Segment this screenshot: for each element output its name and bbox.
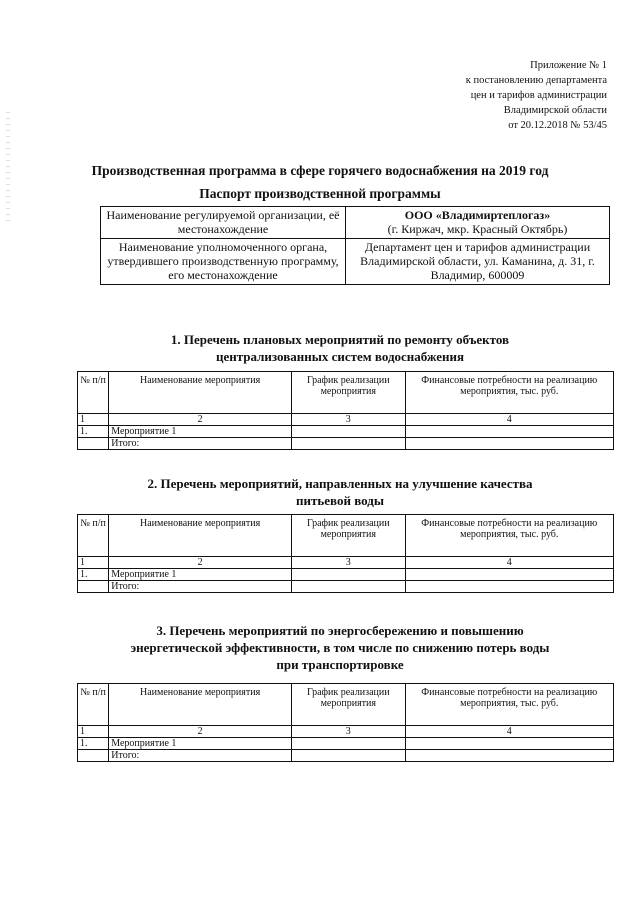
total-label: Итого:	[109, 581, 292, 593]
column-number: 2	[109, 414, 292, 426]
row-number: 1.	[78, 426, 109, 438]
column-number: 3	[292, 414, 406, 426]
table-header-row	[78, 684, 614, 726]
organization-address: (г. Киржач, мкр. Красный Октябрь)	[387, 222, 568, 236]
section-title-line: 3. Перечень мероприятий по энергосбережению и повышению	[156, 623, 524, 638]
table-row	[78, 569, 614, 581]
column-number: 2	[109, 726, 292, 738]
passport-label: Наименование уполномоченного органа, утвердившего производственную программу, его местонахождение	[101, 239, 346, 285]
organization-name: ООО «Владимиртеплогаз»	[404, 208, 551, 222]
empty-cell	[405, 750, 613, 762]
total-row	[78, 581, 614, 593]
section-3-title	[60, 622, 620, 673]
table-header-row	[78, 372, 614, 414]
header-name: Наименование мероприятия	[109, 684, 292, 726]
section-2-table	[77, 514, 614, 593]
column-number-row	[78, 414, 614, 426]
header-finance: Финансовые потребности на реализацию мероприятия, тыс. руб.	[405, 372, 613, 414]
empty-cell	[78, 438, 109, 450]
section-title-line: энергетической эффективности, в том числе по снижению потерь воды	[130, 640, 550, 655]
event-name: Мероприятие 1	[109, 738, 292, 750]
empty-cell	[78, 750, 109, 762]
appendix-line: от 20.12.2018 № 53/45	[508, 120, 607, 131]
column-number: 3	[292, 557, 406, 569]
column-number-row	[78, 557, 614, 569]
empty-cell	[292, 750, 406, 762]
header-name: Наименование мероприятия	[109, 372, 292, 414]
appendix-line: цен и тарифов администрации	[470, 90, 607, 101]
header-schedule: График реализации мероприятия	[292, 372, 406, 414]
empty-cell	[292, 438, 406, 450]
header-num: № п/п	[78, 515, 109, 557]
empty-cell	[292, 738, 406, 750]
passport-title: Паспорт производственной программы	[199, 186, 441, 201]
empty-cell	[292, 569, 406, 581]
empty-cell	[405, 581, 613, 593]
section-1-table	[77, 371, 614, 450]
section-title-line: 1. Перечень плановых мероприятий по ремонту объектов	[170, 332, 510, 347]
row-number: 1.	[78, 738, 109, 750]
column-number: 3	[292, 726, 406, 738]
total-row	[78, 750, 614, 762]
header-num: № п/п	[78, 684, 109, 726]
column-number: 1	[78, 557, 109, 569]
header-schedule: График реализации мероприятия	[292, 684, 406, 726]
column-number: 4	[405, 557, 613, 569]
column-number: 4	[405, 726, 613, 738]
column-number: 2	[109, 557, 292, 569]
total-row	[78, 438, 614, 450]
appendix-line: Приложение № 1	[530, 60, 607, 71]
appendix-note	[466, 58, 607, 133]
row-number: 1.	[78, 569, 109, 581]
empty-cell	[78, 581, 109, 593]
table-row	[78, 426, 614, 438]
passport-row	[101, 239, 610, 285]
passport-value: Департамент цен и тарифов администрации Владимирской области, ул. Каманина, д. 31, г. Владимир, 600009	[346, 239, 610, 285]
empty-cell	[405, 438, 613, 450]
column-number: 4	[405, 414, 613, 426]
total-label: Итого:	[109, 438, 292, 450]
empty-cell	[405, 569, 613, 581]
empty-cell	[292, 581, 406, 593]
header-num: № п/п	[78, 372, 109, 414]
section-2-title	[60, 475, 620, 509]
header-name: Наименование мероприятия	[109, 515, 292, 557]
section-title-line: питьевой воды	[296, 493, 384, 508]
appendix-line: к постановлению департамента	[465, 75, 607, 86]
appendix-line: Владимирской области	[503, 105, 607, 116]
table-header-row	[78, 515, 614, 557]
main-title: Производственная программа в сфере горячего водоснабжения на 2019 год	[91, 163, 549, 178]
section-3-table	[77, 683, 614, 762]
passport-row	[101, 207, 610, 239]
table-row	[78, 738, 614, 750]
empty-cell	[405, 426, 613, 438]
section-title-line: при транспортировке	[276, 657, 404, 672]
section-1-title	[60, 331, 620, 365]
header-finance: Финансовые потребности на реализацию мероприятия, тыс. руб.	[405, 515, 613, 557]
total-label: Итого:	[109, 750, 292, 762]
column-number: 1	[78, 414, 109, 426]
empty-cell	[405, 738, 613, 750]
header-schedule: График реализации мероприятия	[292, 515, 406, 557]
passport-table	[100, 206, 610, 285]
event-name: Мероприятие 1	[109, 569, 292, 581]
empty-cell	[292, 426, 406, 438]
passport-value	[346, 207, 610, 239]
section-title-line: 2. Перечень мероприятий, направленных на улучшение качества	[147, 476, 533, 491]
event-name: Мероприятие 1	[109, 426, 292, 438]
header-finance: Финансовые потребности на реализацию мероприятия, тыс. руб.	[405, 684, 613, 726]
section-title-line: централизованных систем водоснабжения	[215, 349, 465, 364]
passport-label: Наименование регулируемой организации, её местонахождение	[101, 207, 346, 239]
column-number: 1	[78, 726, 109, 738]
column-number-row	[78, 726, 614, 738]
